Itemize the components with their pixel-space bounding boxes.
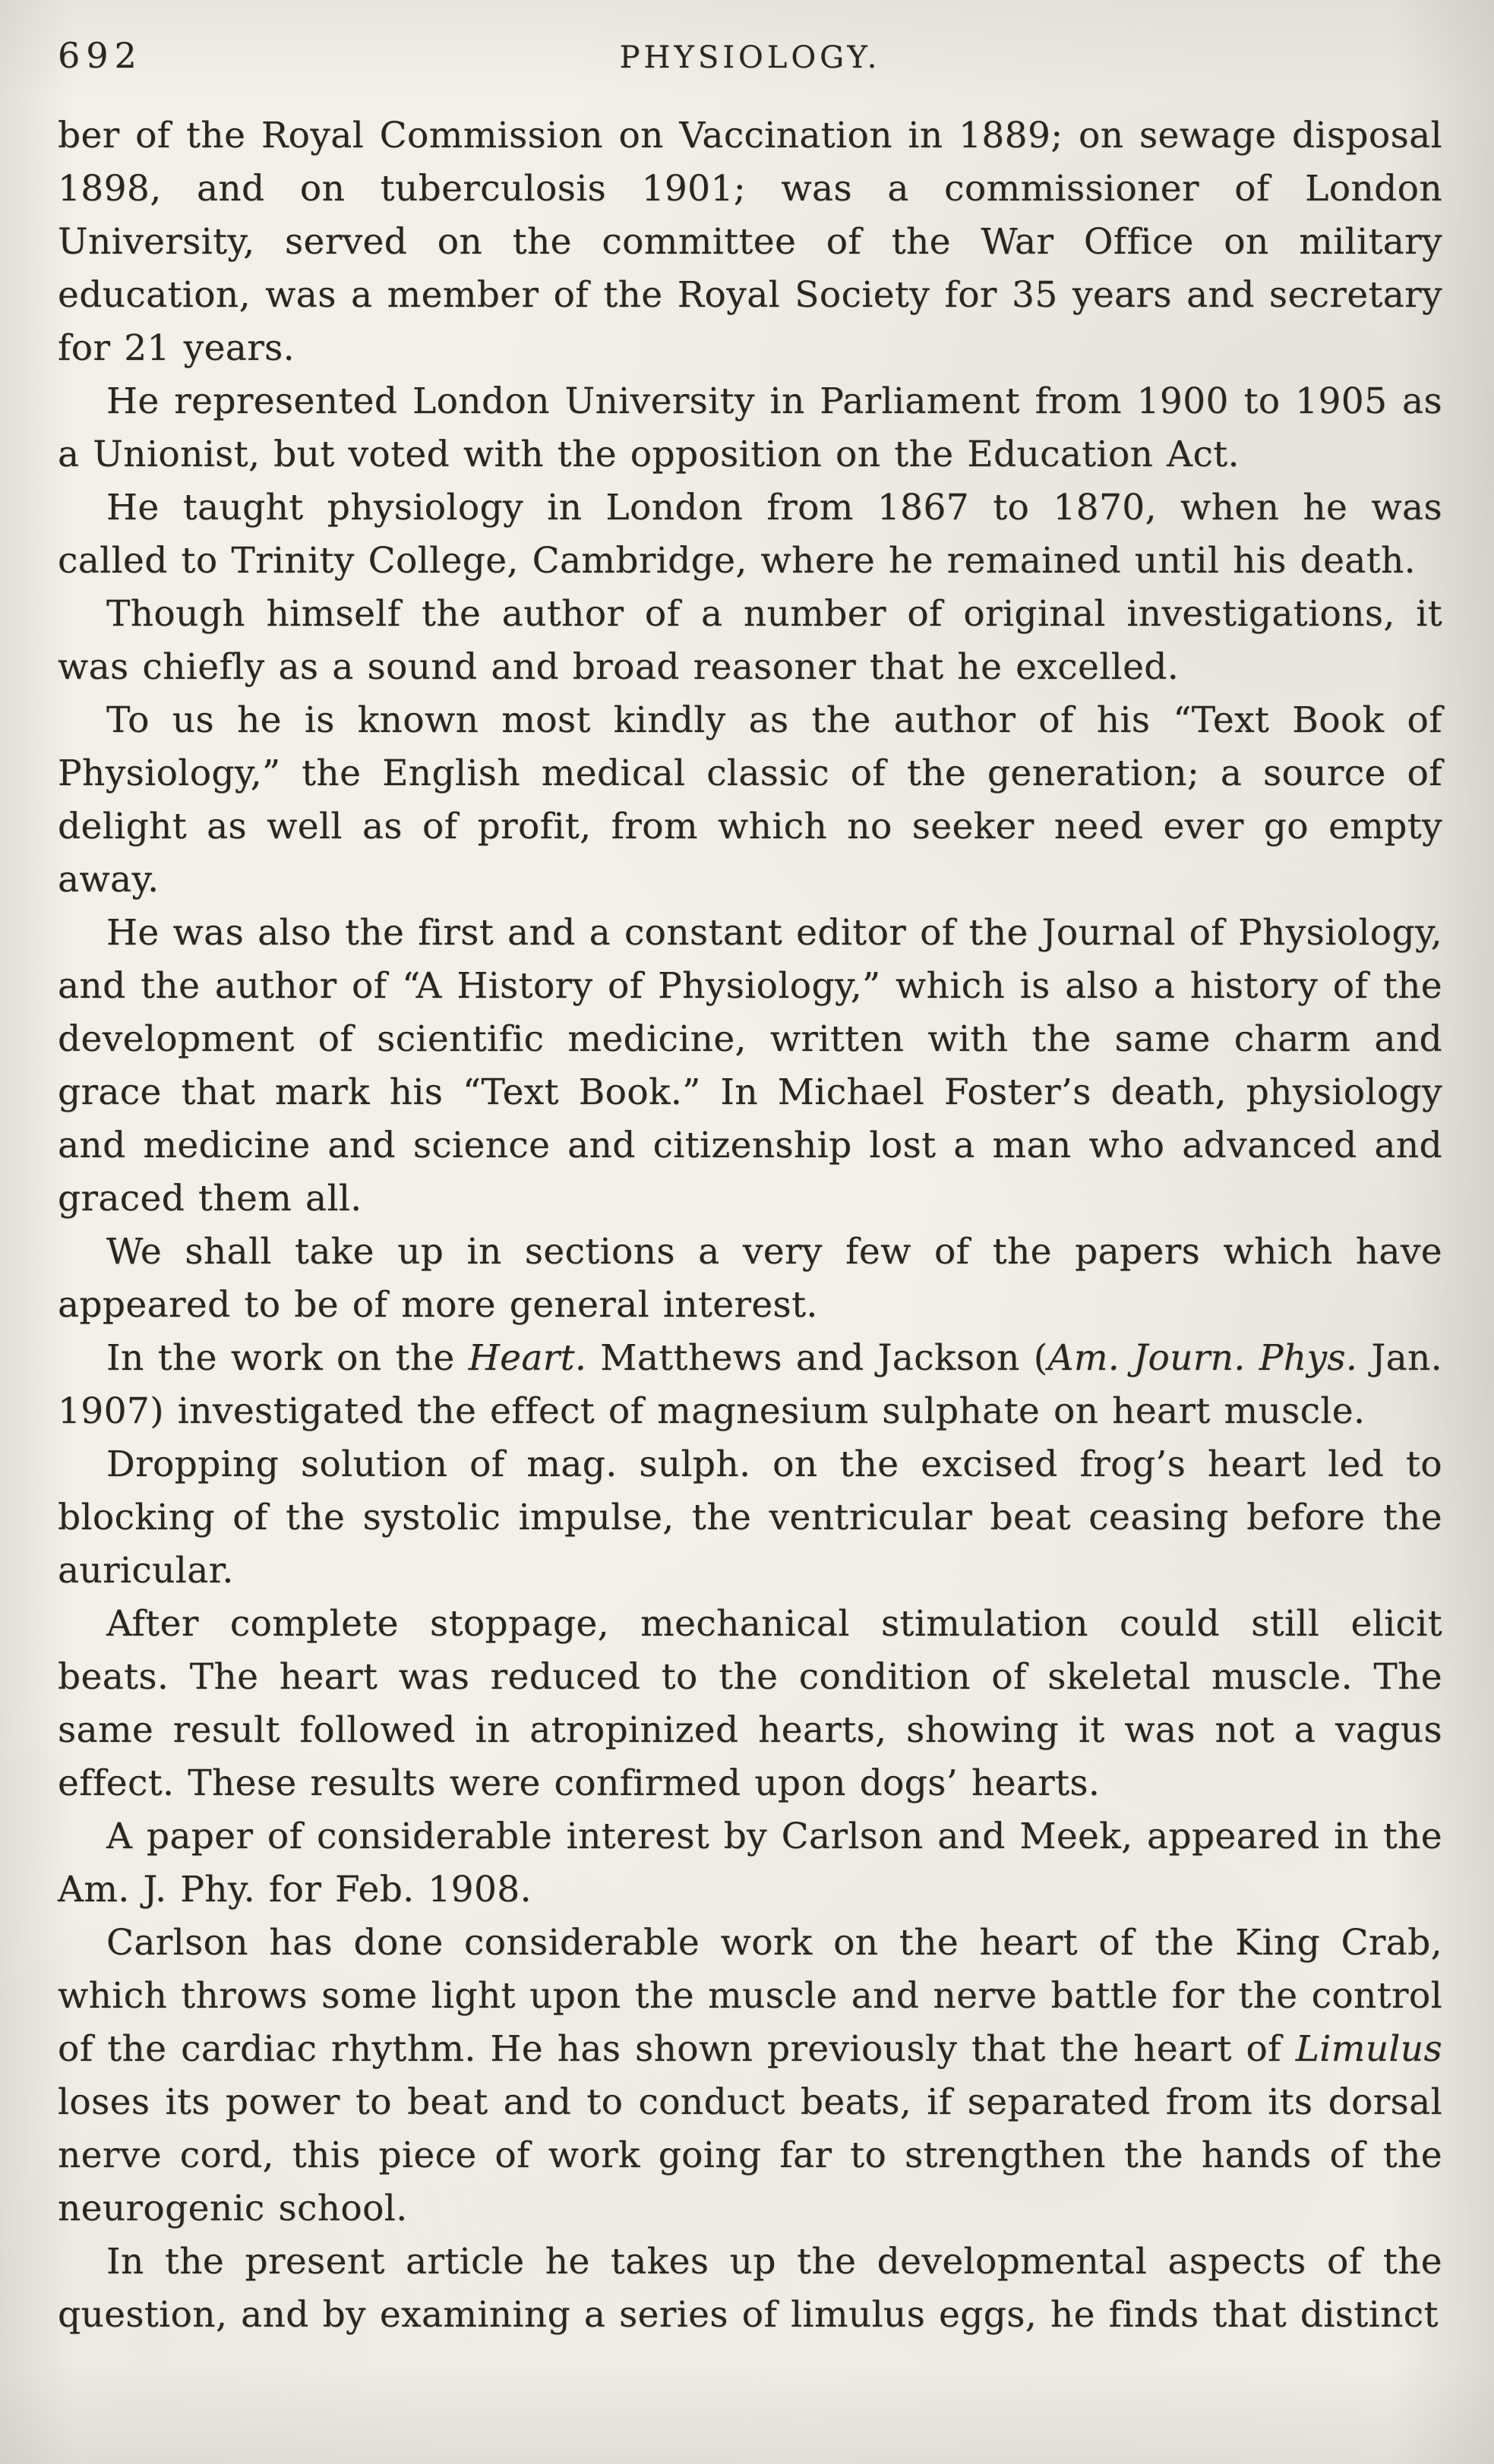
- page-number: 692: [58, 35, 143, 76]
- body-text: ber of the Royal Commission on Vaccination in 1889; on sewage disposal 1898, and on tuberculosis 1901; was a commissioner of London University, served on the committee of the War Office on military education, was a member of the Royal Society for 35 years and secretary for 21 years.: [58, 115, 1442, 369]
- body-text: He was also the first and a constant editor of the Journal of Physiology, and the author of “A History of Physiology,” which is also a history of the development of scientific medicine, written with the same charm and grace that mark his “Text Book.” In Michael Foster’s death, physiology and medicine and science and citizenship lost a man who advanced and graced them all.: [58, 912, 1442, 1219]
- paragraph: [58, 481, 1442, 588]
- italic-text: Limulus: [1295, 2028, 1442, 2070]
- paragraph: [58, 1810, 1442, 1917]
- body-text: We shall take up in sections a very few of the papers which have appeared to be of more general interest.: [58, 1231, 1442, 1326]
- page-body: [58, 109, 1442, 2342]
- body-text: He represented London University in Parliament from 1900 to 1905 as a Unionist, but voted with the opposition on the Education Act.: [58, 380, 1442, 475]
- body-text: In the work on the: [106, 1337, 469, 1379]
- body-text: To us he is known most kindly as the author of his “Text Book of Physiology,” the English medical classic of the generation; a source of delight as well as of profit, from which no seeker need ever go empty away.: [58, 699, 1442, 901]
- paragraph: [58, 109, 1442, 375]
- body-text: Dropping solution of mag. sulph. on the excised frog’s heart led to blocking of the systolic impulse, the ventricular beat ceasing before the auricular.: [58, 1443, 1442, 1592]
- body-text: After complete stoppage, mechanical stimulation could still elicit beats. The heart was reduced to the condition of skeletal muscle. The same result followed in atropinized hearts, showing it was not a vagus effect. These results were confirmed upon dogs’ hearts.: [58, 1603, 1442, 1804]
- body-text: loses its power to beat and to conduct beats, if separated from its dorsal nerve cord, this piece of work going far to strengthen the hands of the neurogenic school.: [58, 2081, 1442, 2229]
- italic-text: Am. Journ. Phys.: [1047, 1337, 1358, 1379]
- body-text: Though himself the author of a number of original investigations, it was chiefly as a sound and broad reasoner that he excelled.: [58, 593, 1442, 688]
- paragraph: [58, 1598, 1442, 1810]
- paragraph: [58, 2235, 1442, 2342]
- body-text: Jan. 1907) investigated the effect of magnesium sulphate on heart muscle.: [58, 1337, 1442, 1432]
- italic-text: Heart.: [468, 1337, 587, 1379]
- paragraph: [58, 1332, 1442, 1438]
- body-text: Carlson has done considerable work on the heart of the King Crab, which throws some light upon the muscle and nerve battle for the control of the cardiac rhythm. He has shown previously that the heart of: [58, 1922, 1442, 2070]
- paragraph: [58, 694, 1442, 907]
- paragraph: [58, 1917, 1442, 2235]
- body-text: Matthews and Jackson (: [586, 1337, 1048, 1379]
- running-head: PHYSIOLOGY.: [619, 40, 881, 75]
- body-text: A paper of considerable interest by Carlson and Meek, appeared in the Am. J. Phy. for Feb. 1908.: [58, 1816, 1442, 1910]
- body-text: In the present article he takes up the developmental aspects of the question, and by examining a series of limulus eggs, he finds that distinct: [58, 2241, 1442, 2336]
- paragraph: [58, 907, 1442, 1226]
- paragraph: [58, 1226, 1442, 1332]
- page-header: [58, 35, 1442, 76]
- body-text: He taught physiology in London from 1867 to 1870, when he was called to Trinity College, Cambridge, where he remained until his death.: [58, 487, 1442, 582]
- paragraph: [58, 1438, 1442, 1598]
- paragraph: [58, 375, 1442, 481]
- paragraph: [58, 588, 1442, 694]
